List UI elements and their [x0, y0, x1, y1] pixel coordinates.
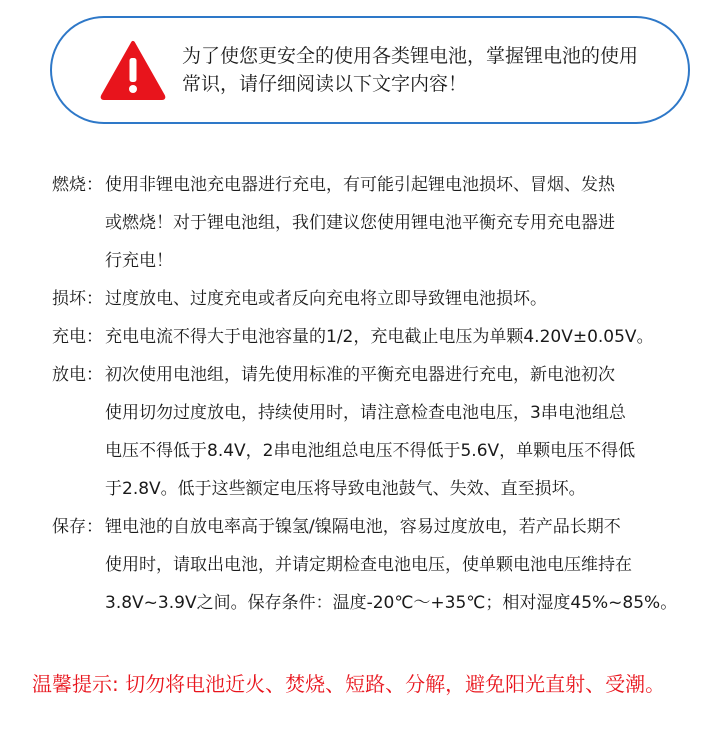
section-label: 充电： — [52, 327, 103, 347]
warning-icon — [100, 40, 166, 100]
section-body — [103, 318, 692, 356]
section-label: 损坏： — [52, 289, 103, 309]
safety-banner — [50, 16, 690, 124]
section-label: 放电： — [52, 365, 103, 385]
section-charging — [52, 318, 692, 356]
section-line: 初次使用电池组，请先使用标准的平衡充电器进行充电，新电池初次 — [105, 365, 615, 385]
warm-tip: 温馨提示: 切勿将电池近火、焚烧、短路、分解，避免阳光直射、受潮。 — [32, 672, 666, 696]
section-label: 燃烧： — [52, 175, 103, 195]
section-body — [103, 508, 692, 622]
section-line: 充电电流不得大于电池容量的1/2，充电截止电压为单颗4.20V±0.05V。 — [105, 327, 654, 347]
section-body — [103, 356, 692, 508]
banner-line-1: 为了使您更安全的使用各类锂电池，掌握锂电池的使用 — [182, 45, 639, 67]
section-line: 使用时，请取出电池，并请定期检查电池电压，使单颗电池电压维持在 — [105, 555, 632, 575]
section-line: 3.8V~3.9V之间。保存条件：温度-20℃～+35℃；相对湿度45%~85%。 — [105, 593, 678, 613]
section-line: 电压不得低于8.4V，2串电池组总电压不得低于5.6V，单颗电压不得低 — [105, 441, 636, 461]
section-discharging — [52, 356, 692, 508]
section-line: 使用切勿过度放电，持续使用时，请注意检查电池电压，3串电池组总 — [105, 403, 626, 423]
section-body — [103, 166, 692, 280]
instructions — [52, 166, 692, 622]
section-storage — [52, 508, 692, 622]
section-line: 过度放电、过度充电或者反向充电将立即导致锂电池损坏。 — [105, 289, 547, 309]
section-line: 或燃烧！对于锂电池组，我们建议您使用锂电池平衡充专用充电器进 — [105, 213, 615, 233]
section-damage — [52, 280, 692, 318]
section-line: 于2.8V。低于这些额定电压将导致电池鼓气、失效、直至损坏。 — [105, 479, 586, 499]
section-body — [103, 280, 692, 318]
section-burning — [52, 166, 692, 280]
section-label: 保存： — [52, 517, 103, 537]
section-line: 使用非锂电池充电器进行充电，有可能引起锂电池损坏、冒烟、发热 — [105, 175, 615, 195]
banner-line-2: 常识，请仔细阅读以下文字内容！ — [182, 73, 468, 95]
section-line: 锂电池的自放电率高于镍氢/镍隔电池，容易过度放电，若产品长期不 — [105, 517, 621, 537]
banner-text — [182, 42, 682, 98]
section-line: 行充电！ — [105, 251, 173, 271]
